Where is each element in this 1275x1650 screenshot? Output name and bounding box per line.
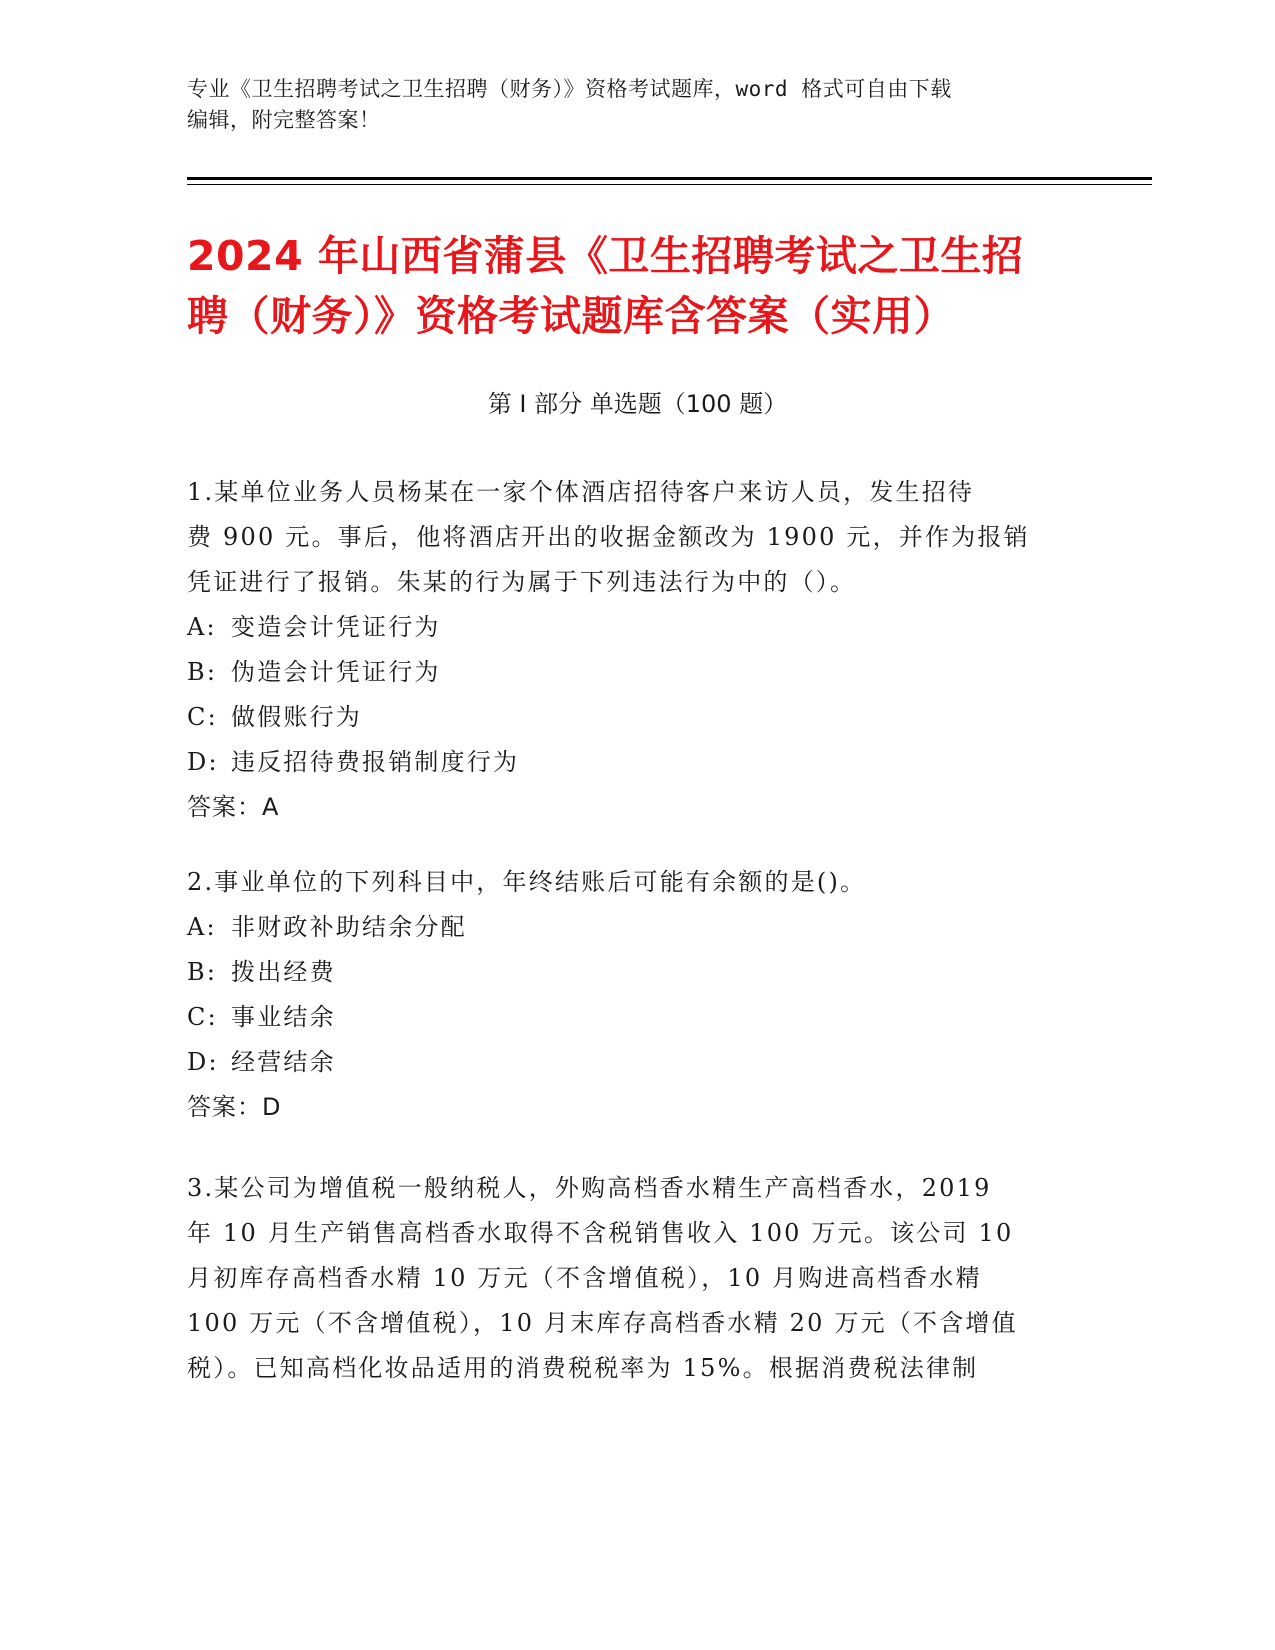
option-a <box>187 905 1067 950</box>
question-text: 年 10 月生产销售高档香水取得不含税销售收入 100 万元。该公司 10 <box>187 1219 1014 1247</box>
option-a <box>187 605 1067 650</box>
option-key: C: <box>187 1003 218 1031</box>
option-c <box>187 995 1067 1040</box>
option-text: 事业结余 <box>231 1003 336 1031</box>
option-text: 拨出经费 <box>231 958 336 986</box>
document-title <box>187 226 1087 346</box>
option-d <box>187 1040 1067 1085</box>
section-title: 第 I 部分 单选题（100 题） <box>487 390 788 418</box>
header-note-line: 专业《卫生招聘考试之卫生招聘（财务）》资格考试题库，word 格式可自由下载 <box>187 77 952 101</box>
option-b <box>187 950 1067 995</box>
option-text: 伪造会计凭证行为 <box>231 658 441 686</box>
question-text: 凭证进行了报销。朱某的行为属于下列违法行为中的（）。 <box>187 568 857 596</box>
option-text: 做假账行为 <box>231 703 362 731</box>
question-text: 2.事业单位的下列科目中，年终结账后可能有余额的是()。 <box>187 868 867 896</box>
option-key: C: <box>187 703 218 731</box>
option-key: D: <box>187 1048 219 1076</box>
option-text: 经营结余 <box>231 1048 336 1076</box>
option-key: A: <box>187 613 217 641</box>
question-text: 100 万元（不含增值税），10 月末库存高档香水精 20 万元（不含增值 <box>187 1309 1018 1337</box>
option-text: 非财政补助结余分配 <box>231 913 467 941</box>
question-2 <box>187 860 1067 1130</box>
option-d <box>187 740 1067 785</box>
option-key: B: <box>187 658 218 686</box>
question-text: 3.某公司为增值税一般纳税人，外购高档香水精生产高档香水，2019 <box>187 1174 992 1202</box>
header-divider-thin <box>187 184 1152 185</box>
option-c <box>187 695 1067 740</box>
header-divider-thick <box>187 177 1152 180</box>
option-key: D: <box>187 748 219 776</box>
option-b <box>187 650 1067 695</box>
document-title-line: 2024 年山西省蒲县《卫生招聘考试之卫生招 <box>187 232 1024 280</box>
option-key: A: <box>187 913 217 941</box>
header-note <box>187 74 1067 136</box>
question-text: 月初库存高档香水精 10 万元（不含增值税），10 月购进高档香水精 <box>187 1264 982 1292</box>
answer: 答案：A <box>187 793 280 821</box>
question-3 <box>187 1166 1067 1391</box>
document-title-line: 聘（财务）》资格考试题库含答案（实用） <box>187 292 955 340</box>
option-text: 变造会计凭证行为 <box>231 613 441 641</box>
option-text: 违反招待费报销制度行为 <box>231 748 520 776</box>
question-1 <box>187 470 1067 830</box>
question-text: 1.某单位业务人员杨某在一家个体酒店招待客户来访人员，发生招待 <box>187 478 975 506</box>
question-text: 税）。已知高档化妆品适用的消费税税率为 15%。根据消费税法律制 <box>187 1354 979 1382</box>
answer: 答案：D <box>187 1093 282 1121</box>
question-text: 费 900 元。事后，他将酒店开出的收据金额改为 1900 元，并作为报销 <box>187 523 1030 551</box>
header-note-line: 编辑，附完整答案！ <box>187 108 381 132</box>
option-key: B: <box>187 958 218 986</box>
